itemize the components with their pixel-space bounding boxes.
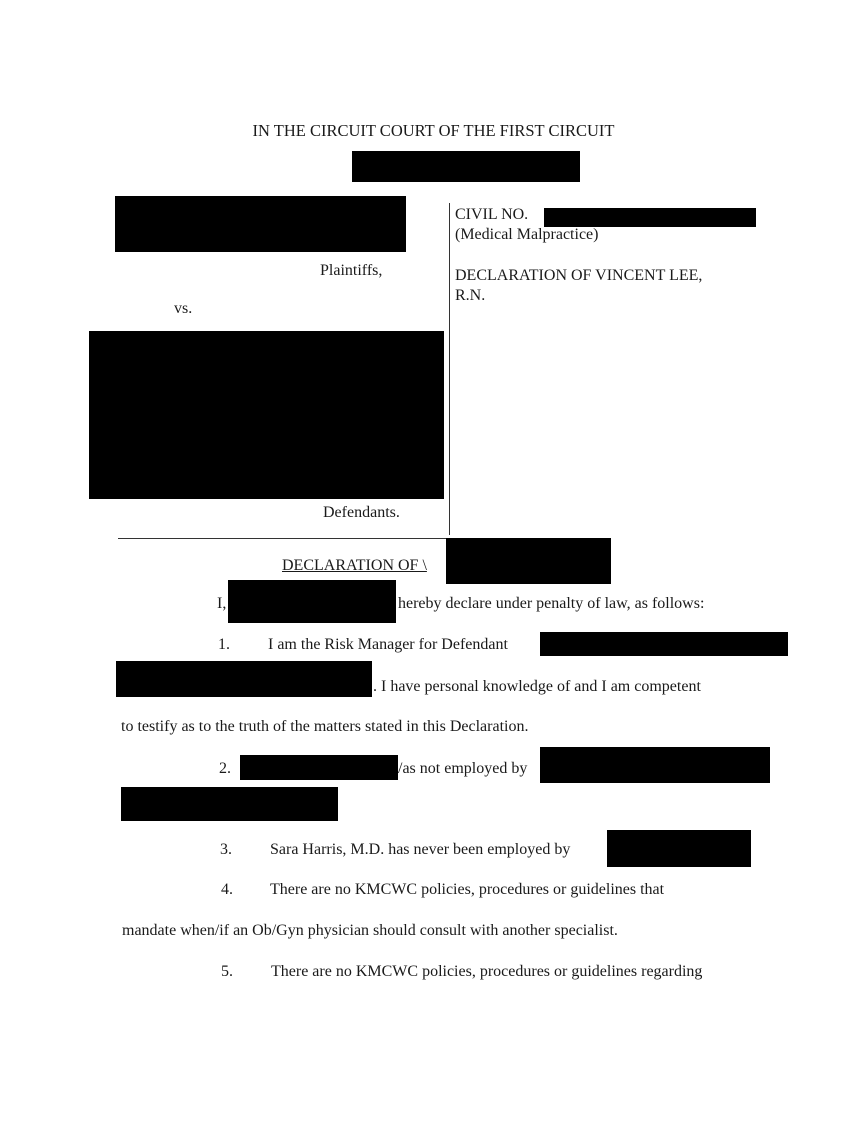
- document-title-line2: R.N.: [455, 287, 486, 304]
- p1-number: 1.: [218, 636, 230, 653]
- p5-number: 5.: [221, 963, 233, 980]
- redaction-defendants: [89, 331, 444, 499]
- p3-text: Sara Harris, M.D. has never been employed by: [270, 841, 571, 858]
- redaction-p2-employer-1: [540, 747, 770, 783]
- p4-line1: There are no KMCWC policies, procedures or guidelines that: [270, 881, 665, 898]
- p4-number: 4.: [221, 881, 233, 898]
- redaction-declarant-name: [228, 580, 396, 623]
- p2-text: /as not employed by: [398, 760, 528, 777]
- p5-line1: There are no KMCWC policies, procedures or guidelines regarding: [271, 963, 703, 980]
- redaction-p2-name: [240, 755, 398, 780]
- p2-number: 2.: [219, 760, 231, 777]
- p1-line2-continued: . I have personal knowledge of and I am competent: [373, 678, 701, 695]
- defendants-label: Defendants.: [323, 504, 400, 521]
- document-title-line1: DECLARATION OF VINCENT LEE,: [455, 267, 703, 284]
- redaction-heading-name: [446, 538, 611, 584]
- declaration-heading: DECLARATION OF \: [282, 557, 427, 574]
- intro-suffix: hereby declare under penalty of law, as follows:: [398, 595, 705, 612]
- redaction-plaintiffs: [115, 196, 406, 252]
- redaction-civil-no: [544, 208, 756, 227]
- civil-no-label: CIVIL NO.: [455, 206, 529, 223]
- caption-vertical-divider: [449, 203, 450, 535]
- court-title: IN THE CIRCUIT COURT OF THE FIRST CIRCUIT: [252, 121, 615, 140]
- redaction-p2-employer-2: [121, 787, 338, 821]
- redaction-defendant-name-2: [116, 661, 372, 697]
- p1-line1: I am the Risk Manager for Defendant: [268, 636, 508, 653]
- vs-label: vs.: [174, 300, 193, 317]
- caption-horizontal-divider: [118, 538, 450, 539]
- case-type: (Medical Malpractice): [455, 226, 599, 243]
- redaction-p3-employer: [607, 830, 751, 867]
- plaintiffs-label: Plaintiffs,: [320, 262, 383, 279]
- p4-line2: mandate when/if an Ob/Gyn physician should consult with another specialist.: [122, 922, 618, 939]
- redaction-defendant-name-1: [540, 632, 788, 656]
- intro-prefix: I,: [217, 595, 227, 612]
- p1-line3: to testify as to the truth of the matters stated in this Declaration.: [121, 718, 529, 735]
- redaction-court-name: [352, 151, 580, 182]
- p3-number: 3.: [220, 841, 232, 858]
